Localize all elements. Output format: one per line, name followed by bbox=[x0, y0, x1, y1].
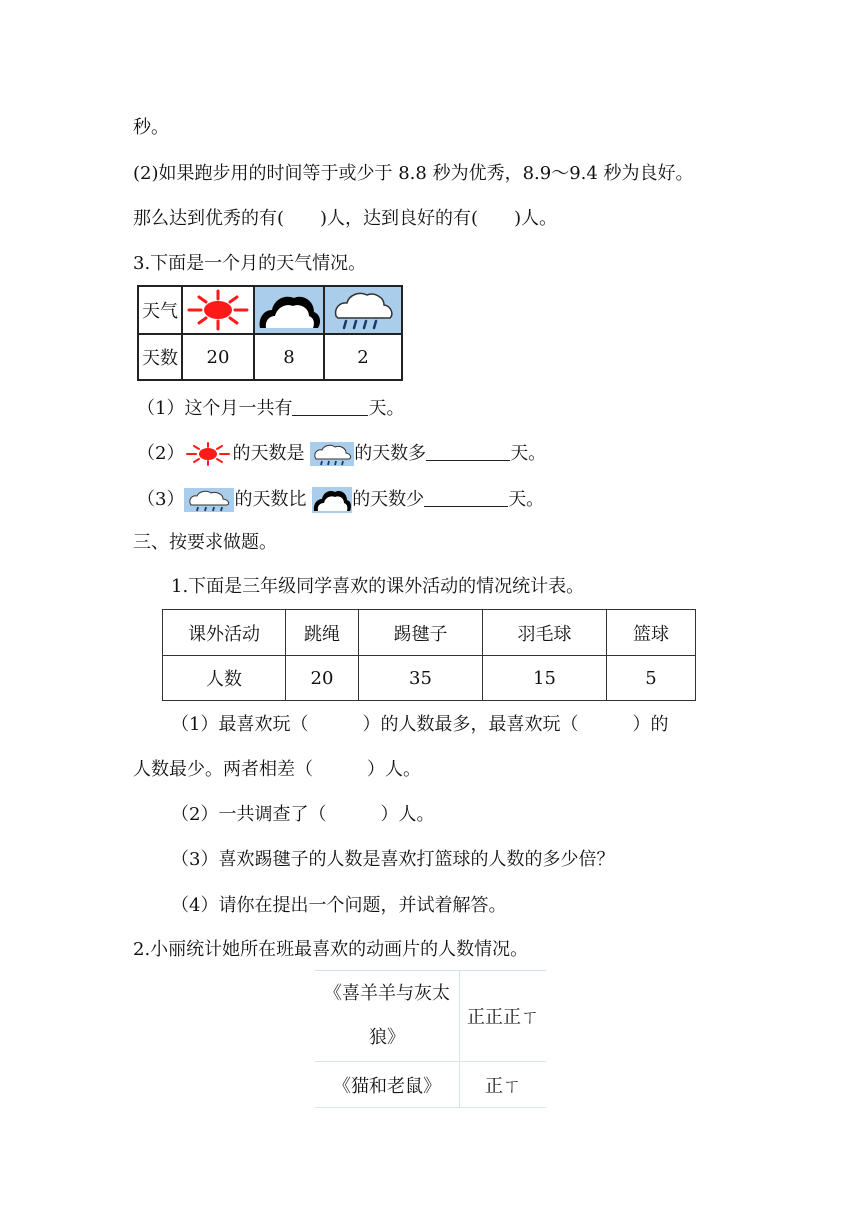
activity-value-cell: 5 bbox=[607, 656, 696, 701]
section-3-q3: （3）喜欢踢毽子的人数是喜欢打篮球的人数的多少倍？ bbox=[171, 849, 615, 870]
weather-cloudy-cell bbox=[254, 286, 324, 334]
section-3-q4: （4）请你在提出一个问题，并试着解答。 bbox=[171, 895, 507, 916]
days-rain: 2 bbox=[324, 334, 402, 380]
cloudy-icon bbox=[312, 487, 352, 513]
weather-sun-cell bbox=[182, 286, 254, 334]
weather-q1-prefix: （1）这个月一共有 bbox=[137, 398, 293, 419]
question-2-line-2: 那么达到优秀的有( )人，达到良好的有( )人。 bbox=[133, 208, 558, 229]
tally-cell: 正正正ㄒ bbox=[460, 971, 547, 1062]
section-3-q1-line-1: （1）最喜欢玩（ ）的人数最多，最喜欢玩（ ）的 bbox=[171, 714, 669, 735]
activity-header-cell: 羽毛球 bbox=[483, 610, 607, 656]
activity-header-cell: 课外活动 bbox=[163, 610, 286, 656]
weather-rain-cell bbox=[324, 286, 402, 334]
weather-q3-text-1: 的天数比 bbox=[234, 489, 307, 510]
weather-q2-text-2: 的天数多 bbox=[354, 443, 427, 464]
cartoon-table bbox=[315, 970, 546, 1108]
weather-q2 bbox=[137, 442, 546, 466]
section-3-q2: （2）一共调查了（ ）人。 bbox=[171, 804, 435, 825]
activity-value-cell: 15 bbox=[483, 656, 607, 701]
rain-icon bbox=[310, 442, 354, 466]
cartoon-name-cell: 《猫和老鼠》 bbox=[315, 1062, 460, 1108]
weather-q1-suffix: 天。 bbox=[368, 398, 405, 419]
rain-icon bbox=[328, 288, 398, 332]
sun-icon bbox=[184, 442, 232, 466]
tally-cell: 正ㄒ bbox=[460, 1062, 547, 1108]
activity-value-cell: 人数 bbox=[163, 656, 286, 701]
weather-q3-suffix: 天。 bbox=[508, 489, 545, 510]
activity-table bbox=[162, 609, 696, 701]
answer-blank[interactable] bbox=[426, 444, 510, 461]
sun-icon bbox=[185, 289, 251, 331]
days-sun: 20 bbox=[182, 334, 254, 380]
weather-q2-suffix: 天。 bbox=[510, 443, 547, 464]
weather-row-label: 天气 bbox=[138, 286, 182, 334]
activity-header-cell: 踢毽子 bbox=[359, 610, 483, 656]
days-cloudy: 8 bbox=[254, 334, 324, 380]
answer-blank[interactable] bbox=[292, 399, 368, 416]
activity-header-cell: 跳绳 bbox=[286, 610, 359, 656]
question-2-line-1: (2)如果跑步用的时间等于或少于 8.8 秒为优秀，8.9～9.4 秒为良好。 bbox=[133, 163, 694, 184]
rain-icon bbox=[184, 488, 234, 512]
activity-header-cell: 篮球 bbox=[607, 610, 696, 656]
section-3-heading: 三、按要求做题。 bbox=[133, 532, 277, 553]
weather-heading: 3.下面是一个月的天气情况。 bbox=[133, 253, 367, 274]
weather-table bbox=[137, 285, 403, 381]
cartoon-name-cell bbox=[315, 971, 460, 1062]
cartoon-name-line-2: 狼》 bbox=[369, 1027, 405, 1048]
answer-blank[interactable] bbox=[424, 490, 508, 507]
continuation-text: 秒。 bbox=[133, 117, 169, 138]
weather-q2-text-1: 的天数是 bbox=[232, 443, 305, 464]
weather-q2-prefix: （2） bbox=[137, 443, 185, 464]
activity-value-cell: 20 bbox=[286, 656, 359, 701]
weather-q1 bbox=[137, 398, 404, 420]
section-3-q1-line-2: 人数最少。两者相差（ ）人。 bbox=[133, 759, 421, 780]
activity-value-cell: 35 bbox=[359, 656, 483, 701]
cartoon-heading: 2.小丽统计她所在班最喜欢的动画片的人数情况。 bbox=[133, 939, 529, 960]
days-row-label: 天数 bbox=[138, 334, 182, 380]
cartoon-name-line-1: 《喜羊羊与灰太 bbox=[324, 983, 450, 1004]
weather-q3-text-2: 的天数少 bbox=[352, 489, 425, 510]
cloudy-icon bbox=[256, 288, 322, 332]
weather-q3 bbox=[137, 487, 544, 513]
section-3-q1-heading: 1.下面是三年级同学喜欢的课外活动的情况统计表。 bbox=[171, 576, 585, 597]
weather-q3-prefix: （3） bbox=[137, 489, 185, 510]
